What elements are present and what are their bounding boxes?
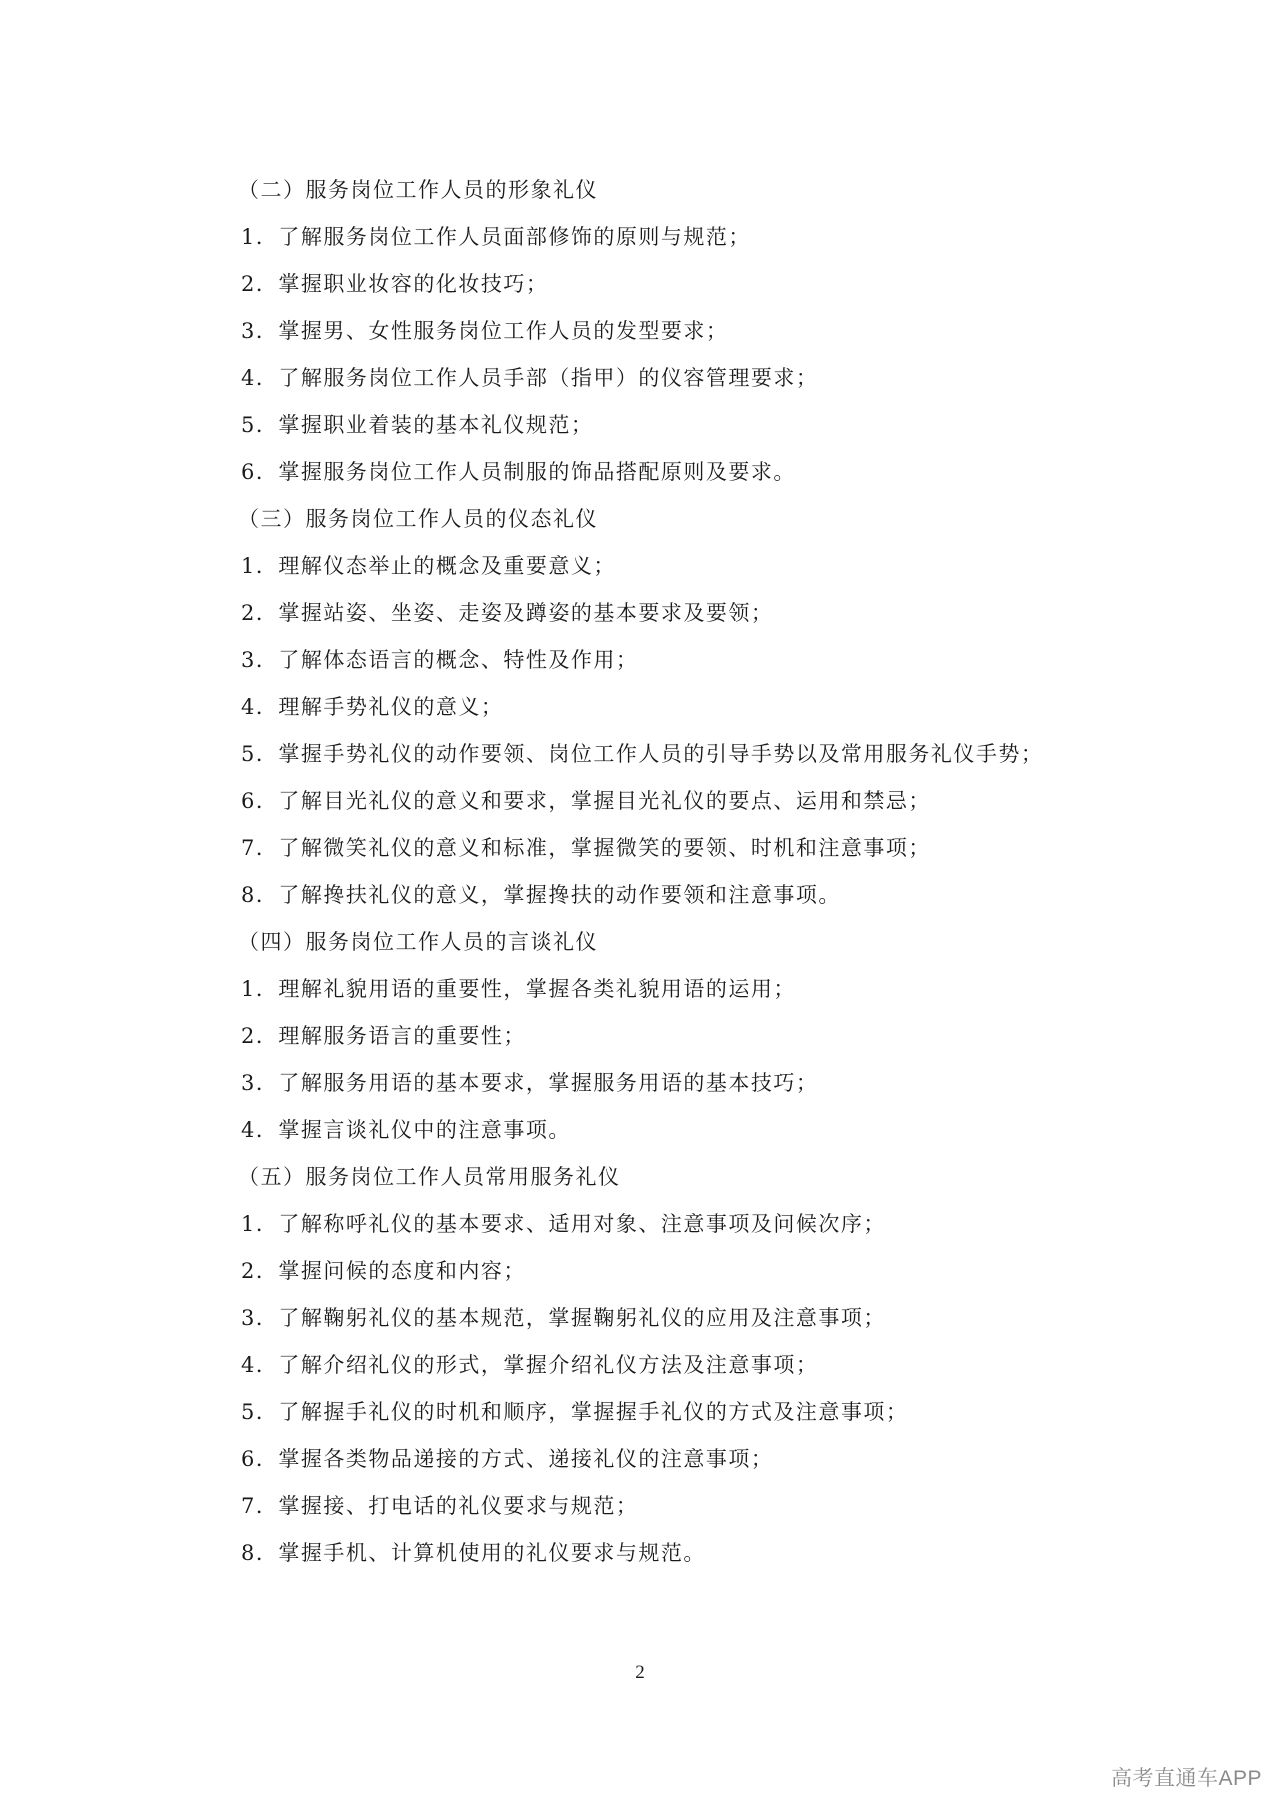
list-item: 3．了解体态语言的概念、特性及作用； xyxy=(241,648,639,672)
list-item: 3．了解鞠躬礼仪的基本规范，掌握鞠躬礼仪的应用及注意事项； xyxy=(241,1306,886,1330)
list-item: 2．掌握职业妆容的化妆技巧； xyxy=(241,272,549,296)
list-item: 6．掌握服务岗位工作人员制服的饰品搭配原则及要求。 xyxy=(241,460,796,484)
list-item: 6．了解目光礼仪的意义和要求，掌握目光礼仪的要点、运用和禁忌； xyxy=(241,789,931,813)
list-item: 1．了解称呼礼仪的基本要求、适用对象、注意事项及问候次序； xyxy=(241,1212,886,1236)
section-heading: （三）服务岗位工作人员的仪态礼仪 xyxy=(238,507,598,531)
list-item: 2．理解服务语言的重要性； xyxy=(241,1024,526,1048)
document-body xyxy=(238,167,1248,1577)
section-heading: （四）服务岗位工作人员的言谈礼仪 xyxy=(238,930,598,954)
list-item: 3．了解服务用语的基本要求，掌握服务用语的基本技巧； xyxy=(241,1071,819,1095)
list-item: 1．理解礼貌用语的重要性，掌握各类礼貌用语的运用； xyxy=(241,977,796,1001)
list-item: 4．了解服务岗位工作人员手部（指甲）的仪容管理要求； xyxy=(241,366,819,390)
list-item: 8．掌握手机、计算机使用的礼仪要求与规范。 xyxy=(241,1541,706,1565)
list-item: 4．了解介绍礼仪的形式，掌握介绍礼仪方法及注意事项； xyxy=(241,1353,819,1377)
list-item: 5．了解握手礼仪的时机和顺序，掌握握手礼仪的方式及注意事项； xyxy=(241,1400,909,1424)
list-item: 1．了解服务岗位工作人员面部修饰的原则与规范； xyxy=(241,225,751,249)
list-item: 5．掌握职业着装的基本礼仪规范； xyxy=(241,413,594,437)
list-item: 7．了解微笑礼仪的意义和标准，掌握微笑的要领、时机和注意事项； xyxy=(241,836,931,860)
section-heading: （五）服务岗位工作人员常用服务礼仪 xyxy=(238,1165,621,1189)
list-item: 5．掌握手势礼仪的动作要领、岗位工作人员的引导手势以及常用服务礼仪手势； xyxy=(241,742,1044,766)
list-item: 6．掌握各类物品递接的方式、递接礼仪的注意事项； xyxy=(241,1447,774,1471)
list-item: 1．理解仪态举止的概念及重要意义； xyxy=(241,554,616,578)
page-number: 2 xyxy=(635,1662,645,1683)
list-item: 4．掌握言谈礼仪中的注意事项。 xyxy=(241,1118,571,1142)
section-heading: （二）服务岗位工作人员的形象礼仪 xyxy=(238,178,598,202)
list-item: 2．掌握站姿、坐姿、走姿及蹲姿的基本要求及要领； xyxy=(241,601,774,625)
watermark: 高考直通车APP xyxy=(1110,1767,1262,1790)
list-item: 3．掌握男、女性服务岗位工作人员的发型要求； xyxy=(241,319,729,343)
list-item: 8．了解搀扶礼仪的意义，掌握搀扶的动作要领和注意事项。 xyxy=(241,883,841,907)
list-item: 4．理解手势礼仪的意义； xyxy=(241,695,504,719)
list-item: 2．掌握问候的态度和内容； xyxy=(241,1259,526,1283)
list-item: 7．掌握接、打电话的礼仪要求与规范； xyxy=(241,1494,639,1518)
